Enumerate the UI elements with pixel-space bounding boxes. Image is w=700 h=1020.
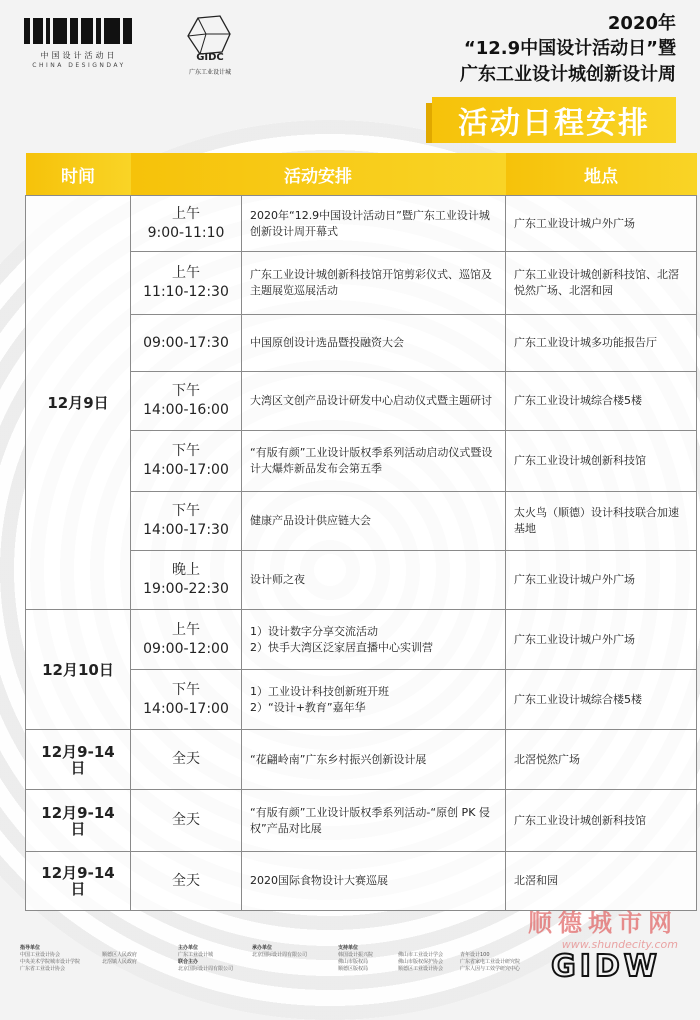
gidw-logo-icon bbox=[536, 950, 676, 980]
table-row bbox=[26, 730, 697, 790]
date-cell: 12月10日 bbox=[26, 610, 131, 730]
col-header-place: 地点 bbox=[506, 153, 697, 196]
sponsor-line: 顺德区人民政府 bbox=[102, 952, 138, 958]
place-cell: 广东工业设计城创新科技馆 bbox=[506, 431, 697, 492]
brand-cn: 中国设计活动日 bbox=[40, 51, 118, 60]
time-cell: 上午 9:00-11:10 bbox=[131, 196, 242, 252]
schedule-ribbon: 活动日程安排 bbox=[432, 97, 676, 143]
time-cell: 下午 14:00-17:00 bbox=[131, 670, 242, 730]
sponsor-line: 佛山市工业设计学会 bbox=[398, 952, 444, 958]
sponsor-col bbox=[178, 945, 233, 973]
activity-cell: “有版有颜”工业设计版权季系列活动-“原创 PK 侵权”产品对比展 bbox=[242, 790, 506, 852]
watermark-cn: 顺德城市网 bbox=[528, 909, 678, 937]
title-line-3: 广东工业设计城创新设计周 bbox=[460, 64, 676, 85]
sponsor-line: 韩国设计振兴院 bbox=[338, 952, 374, 958]
activity-cell: 1）设计数字分享交流活动 2）快手大湾区泛家居直播中心实训营 bbox=[242, 610, 506, 670]
sponsor-col bbox=[338, 945, 373, 973]
time-cell: 上午 11:10-12:30 bbox=[131, 252, 242, 315]
sponsor-line: 北滘镇人民政府 bbox=[102, 959, 138, 965]
sponsor-line: 广东省工业设计协会 bbox=[20, 966, 66, 972]
place-cell: 广东工业设计城多功能报告厅 bbox=[506, 315, 697, 372]
place-cell: 广东工业设计城户外广场 bbox=[506, 610, 697, 670]
sponsor-title: 主办单位 bbox=[178, 945, 199, 951]
sponsor-col bbox=[460, 952, 520, 973]
gidc-logo bbox=[170, 14, 250, 76]
sponsor-line: 北京国际设计周有限公司 bbox=[178, 966, 234, 972]
activity-cell: “有版有颜”工业设计版权季系列活动启动仪式暨设计大爆炸新品发布会第五季 bbox=[242, 431, 506, 492]
time-cell: 全天 bbox=[131, 790, 242, 852]
site-watermark bbox=[528, 903, 678, 951]
sponsor-line: 中央美术学院城市设计学院 bbox=[20, 959, 81, 965]
activity-cell: “花翩岭南”广东乡村振兴创新设计展 bbox=[242, 730, 506, 790]
col-header-time: 时间 bbox=[26, 153, 131, 196]
place-cell: 北滘和园 bbox=[506, 852, 697, 911]
title-line-2: “12.9中国设计活动日”暨 bbox=[463, 38, 676, 59]
brand-en: CHINA DESIGNDAY bbox=[32, 62, 126, 69]
activity-cell: 2020国际食物设计大赛巡展 bbox=[242, 852, 506, 911]
activity-cell: 设计师之夜 bbox=[242, 551, 506, 610]
date-cell: 12月9日 bbox=[26, 196, 131, 610]
place-cell: 广东工业设计城创新科技馆、北滘悦然广场、北滘和园 bbox=[506, 252, 697, 315]
place-cell: 广东工业设计城户外广场 bbox=[506, 196, 697, 252]
table-row bbox=[26, 196, 697, 252]
sponsor-line: 广东省家电工业设计研究院 bbox=[460, 959, 521, 965]
designday-mark-icon bbox=[24, 18, 134, 44]
time-cell: 全天 bbox=[131, 852, 242, 911]
place-cell: 广东工业设计城综合楼5楼 bbox=[506, 372, 697, 431]
title-year: 2020年 bbox=[607, 13, 676, 34]
place-cell: 广东工业设计城创新科技馆 bbox=[506, 790, 697, 852]
time-cell: 上午 09:00-12:00 bbox=[131, 610, 242, 670]
sponsor-col bbox=[20, 945, 80, 973]
time-cell: 下午 14:00-17:00 bbox=[131, 431, 242, 492]
date-cell: 12月9-14日 bbox=[26, 852, 131, 911]
sponsor-title: 承办单位 bbox=[252, 945, 273, 951]
activity-cell: 1）工业设计科技创新班开班 2）“设计+教育”嘉年华 bbox=[242, 670, 506, 730]
activity-cell: 广东工业设计城创新科技馆开馆剪彩仪式、巡馆及主题展览巡展活动 bbox=[242, 252, 506, 315]
time-cell: 下午 14:00-16:00 bbox=[131, 372, 242, 431]
time-cell: 全天 bbox=[131, 730, 242, 790]
activity-cell: 健康产品设计供应链大会 bbox=[242, 492, 506, 551]
sponsor-line: 广东工业设计城 bbox=[178, 952, 214, 958]
sponsor-line: 顺德区版权局 bbox=[338, 966, 369, 972]
gidc-logo-text: GIDC bbox=[196, 52, 224, 62]
table-row bbox=[26, 610, 697, 670]
sponsor-line: 北京国际设计周有限公司 bbox=[252, 952, 308, 958]
sponsor-title: 指导单位 bbox=[20, 945, 41, 951]
sponsor-col bbox=[398, 952, 443, 973]
place-cell: 广东工业设计城户外广场 bbox=[506, 551, 697, 610]
place-cell: 北滘悦然广场 bbox=[506, 730, 697, 790]
time-cell: 下午 14:00-17:30 bbox=[131, 492, 242, 551]
activity-cell: 中国原创设计选品暨投融资大会 bbox=[242, 315, 506, 372]
gidc-cube-icon bbox=[180, 14, 240, 62]
activity-cell: 大湾区文创产品设计研发中心启动仪式暨主题研讨 bbox=[242, 372, 506, 431]
gidw-logo-text: GIDW bbox=[551, 950, 661, 980]
sponsor-line: 顺德区工业设计协会 bbox=[398, 966, 444, 972]
sponsor-line: 中国工业设计协会 bbox=[20, 952, 61, 958]
sponsor-col bbox=[102, 952, 137, 966]
place-cell: 广东工业设计城综合楼5楼 bbox=[506, 670, 697, 730]
col-header-activity: 活动安排 bbox=[131, 153, 506, 196]
date-cell: 12月9-14日 bbox=[26, 790, 131, 852]
table-row bbox=[26, 790, 697, 852]
sponsor-line: 佛山市版权保护协会 bbox=[398, 959, 444, 965]
time-cell: 09:00-17:30 bbox=[131, 315, 242, 372]
table-row bbox=[26, 852, 697, 911]
sponsor-col bbox=[252, 945, 307, 959]
sponsor-block bbox=[20, 945, 540, 985]
time-cell: 晚上 19:00-22:30 bbox=[131, 551, 242, 610]
place-cell: 太火鸟（顺德）设计科技联合加速基地 bbox=[506, 492, 697, 551]
sponsor-line: 青年设计100 bbox=[460, 952, 490, 958]
sponsor-title: 支持单位 bbox=[338, 945, 359, 951]
sponsor-line: 广东人因与工效学研究中心 bbox=[460, 966, 521, 972]
date-cell: 12月9-14日 bbox=[26, 730, 131, 790]
table-header-row bbox=[26, 153, 697, 196]
gidc-label: 广东工业设计城 bbox=[188, 69, 231, 76]
sponsor-line: 佛山市版权局 bbox=[338, 959, 369, 965]
schedule-table bbox=[25, 153, 697, 911]
watermark-url: www.shundecity.com bbox=[561, 938, 678, 951]
event-title bbox=[460, 12, 676, 88]
sponsor-title: 联合主办 bbox=[178, 959, 199, 965]
china-designday-logo bbox=[24, 18, 134, 69]
activity-cell: 2020年“12.9中国设计活动日”暨广东工业设计城创新设计周开幕式 bbox=[242, 196, 506, 252]
